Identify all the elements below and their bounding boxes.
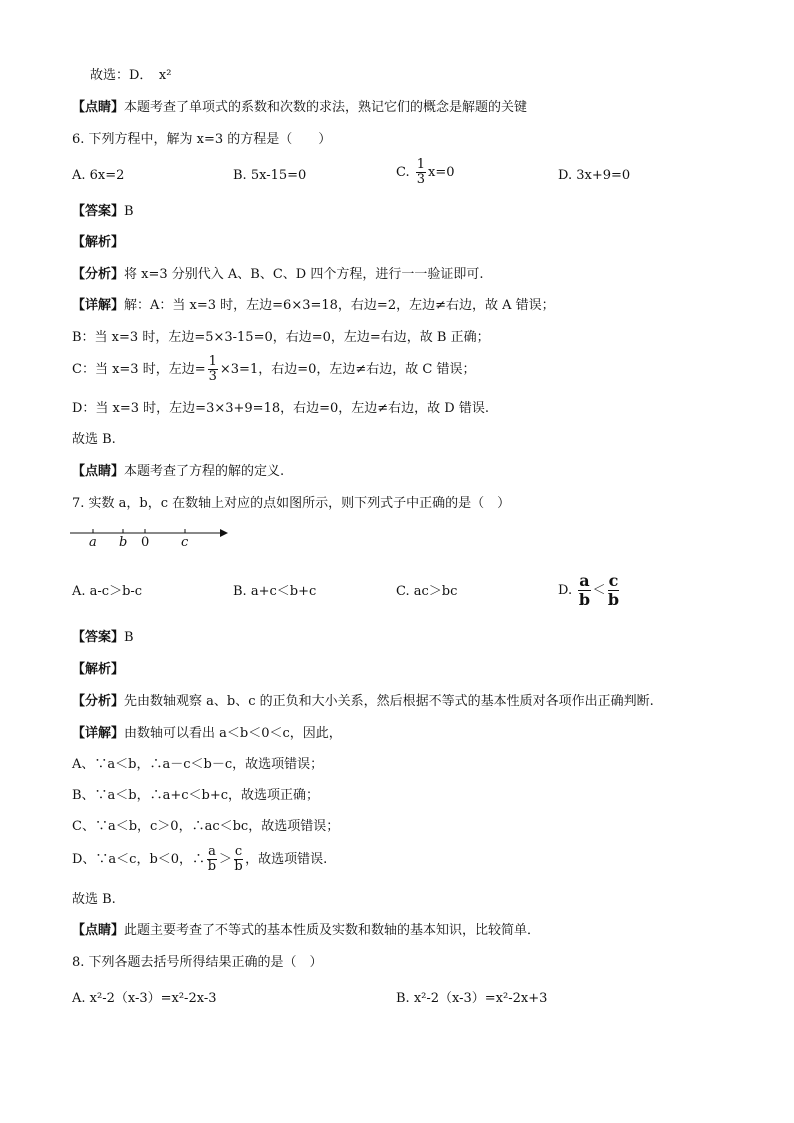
q6-option-d: D. 3x+9=0 xyxy=(558,168,631,183)
fenxi-text: 将 x=3 分别代入 A、B、C、D 四个方程，进行一一验证即可. xyxy=(124,267,484,282)
q7-line-d-fraction-a-b xyxy=(207,845,217,874)
axis-label-c: c xyxy=(181,535,189,550)
q6-line-c-suffix: ×3=1，右边=0，左边≠右边，故 C 错误； xyxy=(219,362,476,377)
q6-option-b: B. 5x-15=0 xyxy=(233,168,307,183)
q6-comment xyxy=(72,464,284,480)
q6-fenxi xyxy=(72,267,483,283)
answer-tag: 【答案】 xyxy=(72,630,125,645)
q8-option-a: A. x²-2（x-3）=x²-2x-3 xyxy=(72,991,217,1006)
q6-option-c-suffix: x=0 xyxy=(428,165,455,180)
comment-text: 本题考查了方程的解的定义. xyxy=(124,464,285,479)
q7-line-d-suffix: ，故选项错误. xyxy=(245,852,328,867)
q7-option-d-fraction-c-b xyxy=(608,572,620,609)
q7-comment xyxy=(72,923,540,939)
q7-option-d-prefix: D. xyxy=(558,583,573,598)
fraction-denominator: b xyxy=(234,859,243,874)
q7-line-d-relation: ＞ xyxy=(218,852,232,867)
fraction-numerator: a xyxy=(579,571,590,590)
fenxi-tag: 【分析】 xyxy=(72,267,125,282)
q7-option-d-relation: ＜ xyxy=(592,583,606,598)
q7-answer xyxy=(72,630,134,646)
xiangjie-tag: 【详解】 xyxy=(72,726,125,741)
prev-comment xyxy=(72,100,527,116)
fraction-numerator: 1 xyxy=(416,157,426,172)
fraction-numerator: c xyxy=(234,844,243,859)
q6-line-c xyxy=(72,355,476,384)
axis-label-b: b xyxy=(119,535,128,550)
number-line xyxy=(70,522,230,552)
q6-line-d: D：当 x=3 时，左边=3×3+9=18，右边=0，左边≠右边，故 D 错误. xyxy=(72,401,489,416)
fraction-numerator: 1 xyxy=(208,354,217,369)
q7-option-a: A. a-c＞b-c xyxy=(72,584,143,599)
q6-option-c xyxy=(396,158,455,187)
fraction-numerator: c xyxy=(608,571,619,590)
q7-line-b: B、∵a＜b，∴a+c＜b+c，故选项正确； xyxy=(72,788,320,803)
q7-xiangjie xyxy=(72,726,342,742)
q7-stem: 7. 实数 a，b，c 在数轴上对应的点如图所示，则下列式子中正确的是（ ） xyxy=(72,496,511,511)
q7-line-c: C、∵a＜b，c＞0，∴ac＜bc，故选项错误； xyxy=(72,819,340,834)
q7-line-d-fraction-c-b xyxy=(234,845,243,874)
q7-option-c: C. ac＞bc xyxy=(396,584,458,599)
q6-line-c-fraction xyxy=(208,355,218,384)
q8-option-b: B. x²-2（x-3）=x²-2x+3 xyxy=(396,991,548,1006)
fenxi-text: 先由数轴观察 a、b、c 的正负和大小关系，然后根据不等式的基本性质对各项作出正确判断. xyxy=(124,694,654,709)
q7-option-d-fraction-a-b xyxy=(578,572,590,609)
q6-option-c-fraction xyxy=(416,158,426,187)
comment-text: 本题考查了单项式的系数和次数的求法，熟记它们的概念是解题的关键 xyxy=(124,100,528,115)
q6-option-a: A. 6x=2 xyxy=(72,168,125,183)
q8-stem: 8. 下列各题去括号所得结果正确的是（ ） xyxy=(72,955,323,970)
fraction-denominator: b xyxy=(207,859,217,874)
comment-tag: 【点睛】 xyxy=(72,100,125,115)
prev-answer-line: 故选：D． x² xyxy=(90,68,172,83)
answer-tag: 【答案】 xyxy=(72,204,125,219)
fraction-numerator: a xyxy=(208,844,216,859)
axis-label-a: a xyxy=(89,535,97,550)
q6-option-c-prefix: C. xyxy=(396,165,410,180)
fenxi-tag: 【分析】 xyxy=(72,694,125,709)
comment-tag: 【点睛】 xyxy=(72,923,125,938)
fraction-denominator: b xyxy=(607,590,620,609)
q6-line-c-prefix: C：当 x=3 时，左边= xyxy=(72,362,206,377)
xiangjie-text: 由数轴可以看出 a＜b＜0＜c，因此， xyxy=(124,726,342,741)
q7-analysis-tag: 【解析】 xyxy=(72,662,125,677)
answer-value: B xyxy=(124,204,134,219)
comment-text: 此题主要考查了不等式的基本性质及实数和数轴的基本知识，比较简单． xyxy=(124,923,541,938)
q6-line-b: B：当 x=3 时，左边=5×3-15=0，右边=0，左边=右边，故 B 正确； xyxy=(72,330,490,345)
q7-choose: 故选 B. xyxy=(72,892,116,907)
q7-line-a: A、∵a＜b，∴a－c＜b－c，故选项错误； xyxy=(72,757,324,772)
q6-answer xyxy=(72,204,134,220)
xiangjie-line-a: 解：A：当 x=3 时，左边=6×3=18，右边=2，左边≠右边，故 A 错误； xyxy=(124,298,555,313)
fraction-denominator: 3 xyxy=(416,172,426,187)
axis-label-zero: 0 xyxy=(141,535,150,550)
q6-analysis-tag: 【解析】 xyxy=(72,235,125,250)
q7-line-d-prefix: D、∵a＜c，b＜0，∴ xyxy=(72,852,206,867)
q6-xiangjie xyxy=(72,298,555,314)
q6-choose: 故选 B. xyxy=(72,432,116,447)
fraction-denominator: b xyxy=(578,590,591,609)
q7-option-b: B. a+c＜b+c xyxy=(233,584,317,599)
answer-value: B xyxy=(124,630,134,645)
xiangjie-tag: 【详解】 xyxy=(72,298,125,313)
comment-tag: 【点睛】 xyxy=(72,464,125,479)
q7-fenxi xyxy=(72,694,654,710)
q7-line-d xyxy=(72,845,327,874)
fraction-denominator: 3 xyxy=(208,369,217,384)
q7-option-d xyxy=(558,572,621,609)
q6-stem: 6. 下列方程中，解为 x=3 的方程是（ ） xyxy=(72,132,332,147)
